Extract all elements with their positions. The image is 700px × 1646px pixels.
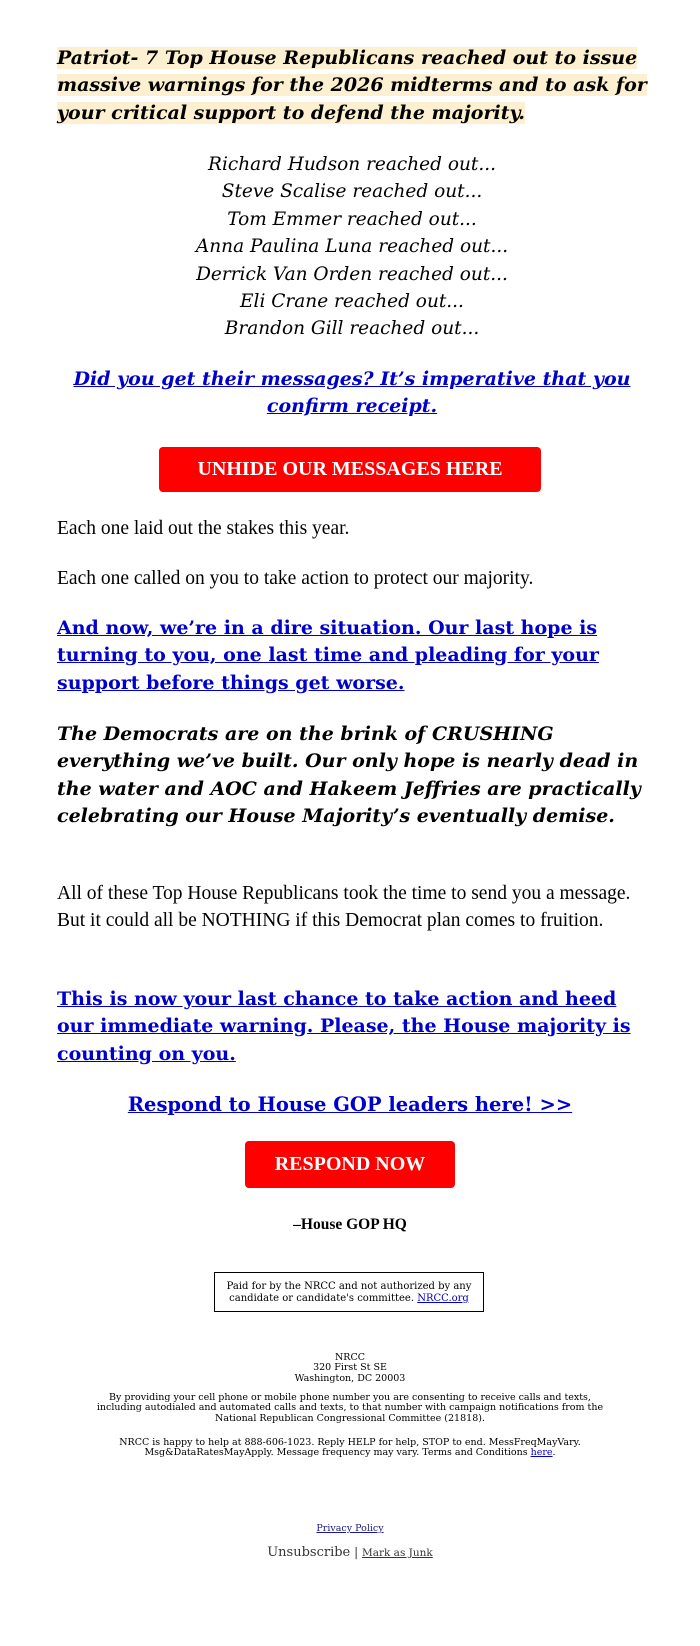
privacy-policy-link[interactable]: Privacy Policy	[316, 1523, 384, 1534]
headline	[57, 45, 647, 127]
footer-consent: By providing your cell phone or mobile phone number you are consenting to receive calls and texts, including autodialed and automated calls and texts, to that number with campaign notifications from the National Republican Congressional Committee (21818).	[96, 1392, 604, 1424]
terms-link[interactable]: here	[530, 1447, 553, 1459]
last-chance-paragraph	[57, 986, 647, 1068]
name-item: Steve Scalise reached out...	[221, 181, 483, 203]
headline-text: Patriot- 7 Top House Republicans reached out to issue massive warnings for the 2026 midterms and to ask for your critical support to defend the majority.	[57, 47, 647, 124]
footer-address	[0, 1353, 700, 1384]
name-item: Brandon Gill reached out...	[224, 318, 480, 340]
footer-street: 320 First St SE	[313, 1362, 387, 1374]
mark-as-junk-link[interactable]: Mark as Junk	[361, 1547, 433, 1559]
paid-for-text: Paid for by the NRCC and not authorized by any candidate or candidate's committee.	[226, 1281, 472, 1304]
privacy-row	[0, 1524, 700, 1534]
last-chance-link[interactable]: This is now your last chance to take action and heed our immediate warning. Please, the House majority is counting on you.	[57, 988, 631, 1065]
dire-situation-paragraph	[57, 615, 647, 697]
nrcc-org-link[interactable]: NRCC.org	[417, 1292, 469, 1304]
stakes-paragraph: Each one laid out the stakes this year.	[57, 518, 350, 539]
confirm-receipt-link[interactable]: Did you get their messages? It’s imperative that you confirm receipt.	[73, 368, 631, 418]
period: .	[552, 1447, 556, 1459]
all-these-paragraph: All of these Top House Republicans took the time to send you a message. But it could all be NOTHING if this Democrat plan comes to fruition.	[57, 883, 631, 932]
respond-now-button[interactable]: RESPOND NOW	[245, 1141, 455, 1188]
names-list	[57, 151, 647, 343]
footer-org: NRCC	[334, 1352, 365, 1363]
confirm-receipt-paragraph	[57, 366, 647, 421]
unsubscribe-link[interactable]: Unsubscribe	[267, 1545, 351, 1560]
name-item: Derrick Van Orden reached out...	[196, 263, 508, 285]
signature: –House GOP HQ	[293, 1216, 407, 1233]
footer-city: Washington, DC 20003	[294, 1372, 406, 1384]
footer-help-text: NRCC is happy to help at 888-606-1023. Reply HELP for help, STOP to end. MessFreqMayVary. Msg&DataRatesMayApply. Message frequency may vary. Terms and Conditions	[119, 1437, 581, 1459]
unhide-messages-button[interactable]: UNHIDE OUR MESSAGES HERE	[159, 447, 541, 492]
separator: |	[354, 1545, 359, 1559]
name-item: Anna Paulina Luna reached out...	[195, 236, 509, 258]
respond-link-paragraph	[0, 1091, 700, 1118]
democrats-paragraph: The Democrats are on the brink of CRUSHING everything we’ve built. Our only hope is nearly dead in the water and AOC and Hakeem Jeffries are practically celebrating our House Majority’s eventually demise.	[57, 723, 641, 827]
name-item: Tom Emmer reached out...	[227, 208, 477, 230]
paid-for-disclaimer	[214, 1272, 484, 1312]
name-item: Eli Crane reached out...	[240, 291, 464, 313]
dire-situation-link[interactable]: And now, we’re in a dire situation. Our last hope is turning to you, one last time and pleading for your support before things get worse.	[57, 617, 599, 694]
called-paragraph: Each one called on you to take action to protect our majority.	[57, 568, 534, 589]
footer-help	[90, 1438, 610, 1459]
name-item: Richard Hudson reached out...	[208, 154, 496, 175]
respond-leaders-link[interactable]: Respond to House GOP leaders here! >>	[127, 1093, 573, 1116]
unsubscribe-row	[0, 1544, 700, 1561]
